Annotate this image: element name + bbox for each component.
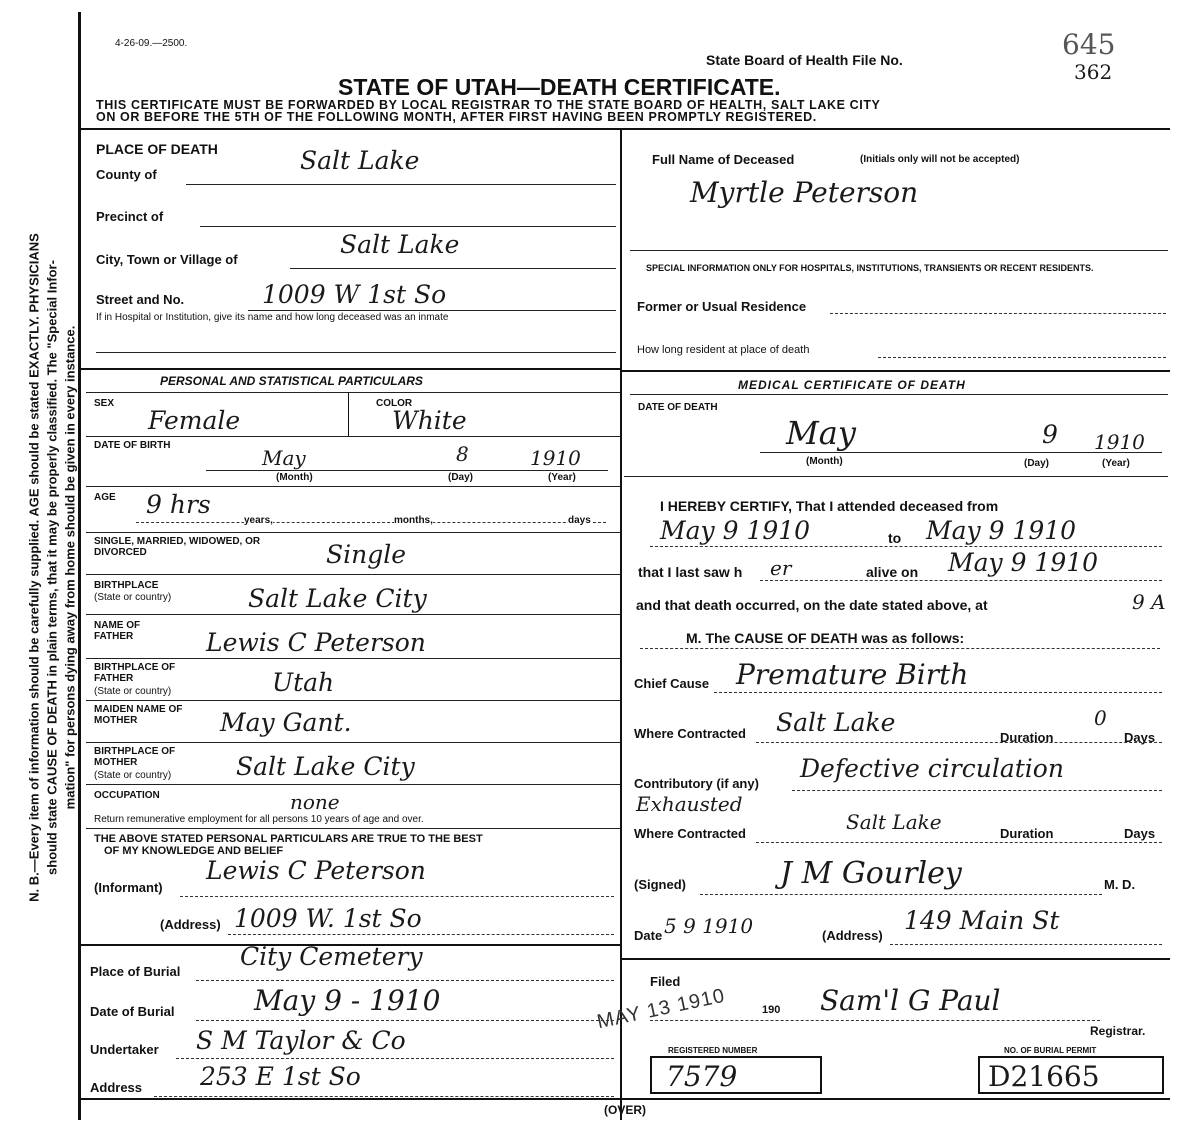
file-no-label: State Board of Health File No. — [706, 52, 903, 68]
death-day[interactable]: 9 — [1042, 420, 1058, 449]
special-info: SPECIAL INFORMATION ONLY FOR HOSPITALS, INSTITUTIONS, TRANSIENTS OR RECENT RESIDENTS. — [646, 263, 1094, 273]
personal-heading: PERSONAL AND STATISTICAL PARTICULARS — [160, 374, 423, 388]
former-residence-label: Former or Usual Residence — [637, 299, 807, 314]
precinct-line — [200, 226, 616, 227]
death-month[interactable]: May — [786, 414, 856, 452]
marital-value[interactable]: Single — [326, 540, 407, 569]
form-code: 4-26-09.—2500. — [115, 38, 188, 49]
marital-rule — [86, 574, 620, 575]
occupation-label: OCCUPATION — [94, 790, 160, 801]
county-line — [186, 184, 616, 185]
city-value[interactable]: Salt Lake — [340, 230, 460, 259]
left-section-rule — [80, 368, 620, 370]
duration-label: Duration — [1000, 730, 1054, 745]
burial-date-label: Date of Burial — [90, 1004, 175, 1019]
mother-bp-value[interactable]: Salt Lake City — [236, 752, 415, 781]
signed-value[interactable]: J M Gourley — [780, 856, 962, 891]
burial-address-label: Address — [90, 1080, 143, 1095]
header-rule — [80, 128, 1170, 130]
mother-rule — [86, 742, 620, 743]
chief-cause-label: Chief Cause — [634, 676, 710, 691]
contributory-line — [792, 790, 1162, 791]
color-label: COLOR — [376, 398, 413, 409]
side-note-line-3: mation" for persons dying away from home should be given in every instance. — [62, 325, 78, 810]
instruction-line-2: ON OR BEFORE THE 5TH OF THE FOLLOWING MONTH, AFTER FIRST HAVING BEEN PROMPTLY REGISTERED. — [96, 110, 817, 124]
undertaker-label: Undertaker — [90, 1042, 159, 1057]
color-value[interactable]: White — [392, 406, 467, 435]
sex-label: SEX — [94, 398, 115, 409]
attest-line-2: OF MY KNOWLEDGE AND BELIEF — [104, 845, 284, 857]
cert-address-line — [890, 944, 1162, 945]
county-value[interactable]: Salt Lake — [300, 146, 420, 175]
contributory-value[interactable]: Defective circulation — [800, 754, 1064, 783]
where-contracted-value[interactable]: Salt Lake — [776, 708, 896, 737]
precinct-label: Precinct of — [96, 209, 164, 224]
burial-date-value[interactable]: May 9 - 1910 — [254, 984, 441, 1017]
age-value[interactable]: 9 hrs — [146, 490, 211, 519]
filed-label: Filed — [650, 974, 681, 989]
registered-number-label: REGISTERED NUMBER — [668, 1046, 758, 1055]
registered-number-box — [650, 1056, 822, 1094]
side-note-line-1: N. B.—Every item of information should be carefully supplied. AGE should be stated EXACTLY. PHYSICIANS — [26, 233, 42, 902]
birthplace-value[interactable]: Salt Lake City — [248, 584, 427, 613]
burial-place-value[interactable]: City Cemetery — [240, 942, 423, 971]
death-month-label: (Month) — [806, 456, 843, 467]
birthplace-sub: (State or country) — [94, 592, 172, 603]
certify-text: I HEREBY CERTIFY, That I attended deceased from — [660, 498, 999, 514]
duration-2-label: Duration — [1000, 826, 1054, 841]
duration-days-label: Days — [1124, 730, 1156, 745]
side-note-line-2: should state CAUSE OF DEATH in plain terms, that it may be properly classified. The "Special Infor- — [44, 260, 60, 875]
center-divider — [620, 130, 622, 1120]
occupation-note: Return remunerative employment for all persons 10 years of age and over. — [94, 814, 424, 825]
instruction-line-1: THIS CERTIFICATE MUST BE FORWARDED BY LOCAL REGISTRAR TO THE STATE BOARD OF HEALTH, SALT LAKE CITY — [96, 98, 881, 112]
contributory-value-2[interactable]: Exhausted — [636, 792, 743, 816]
age-line — [136, 522, 606, 523]
undertaker-line — [176, 1058, 614, 1059]
burial-address-line — [154, 1096, 614, 1097]
age-label: AGE — [94, 492, 116, 503]
occurred-text: and that death occurred, on the date stated above, at — [636, 597, 988, 613]
attended-to[interactable]: May 9 1910 — [926, 516, 1077, 545]
cause-intro-line — [640, 648, 1160, 649]
street-value[interactable]: 1009 W 1st So — [262, 280, 447, 309]
dob-year[interactable]: 1910 — [530, 446, 581, 470]
how-long-line — [878, 357, 1166, 358]
right-section-rule — [622, 370, 1170, 372]
father-value[interactable]: Lewis C Peterson — [206, 628, 426, 657]
marital-label: SINGLE, MARRIED, WIDOWED, OR DIVORCED — [94, 536, 261, 558]
dob-day[interactable]: 8 — [456, 442, 469, 466]
hospital-note: If in Hospital or Institution, give its name and how long deceased was an inmate — [96, 312, 449, 323]
death-year-label: (Year) — [1102, 458, 1130, 469]
death-year[interactable]: 1910 — [1094, 430, 1145, 454]
birthplace-rule — [86, 614, 620, 615]
medical-rule — [630, 394, 1168, 395]
burial-place-label: Place of Burial — [90, 964, 181, 979]
burial-permit-box — [978, 1056, 1164, 1094]
over-label: (OVER) — [604, 1103, 646, 1117]
full-name-label: Full Name of Deceased — [652, 152, 795, 167]
burial-place-line — [196, 980, 614, 981]
years-label: years, — [244, 515, 273, 526]
cert-address-label: (Address) — [822, 928, 883, 943]
mother-bp-label: BIRTHPLACE OF MOTHER — [94, 746, 176, 768]
registrar-signature: Sam'l G Paul — [820, 984, 1001, 1017]
where-contracted-2-label: Where Contracted — [634, 826, 746, 841]
birthplace-label: BIRTHPLACE — [94, 580, 159, 591]
death-day-label: (Day) — [1024, 458, 1050, 469]
mother-bp-sub: (State or country) — [94, 770, 172, 781]
signed-line — [700, 894, 1102, 895]
informant-value[interactable]: Lewis C Peterson — [206, 856, 426, 885]
bottom-rule — [80, 1098, 1170, 1100]
dob-month-label: (Month) — [276, 472, 313, 483]
alive-on-label: alive on — [866, 564, 919, 580]
cert-address-value[interactable]: 149 Main St — [904, 906, 1060, 935]
to-label: to — [888, 530, 902, 546]
burial-date-line — [196, 1020, 614, 1021]
informant-label: (Informant) — [94, 880, 163, 895]
full-name-note: (Initials only will not be accepted) — [860, 154, 1020, 165]
attended-from[interactable]: May 9 1910 — [660, 516, 811, 545]
chief-cause-value[interactable]: Premature Birth — [736, 658, 969, 691]
contributory-label: Contributory (if any) — [634, 776, 759, 791]
file-no-extra: 362 — [1074, 60, 1113, 84]
filing-rule — [622, 958, 1170, 960]
where-contracted-2-value[interactable]: Salt Lake — [846, 810, 942, 834]
informant-address-line — [228, 934, 614, 935]
informant-address-value[interactable]: 1009 W. 1st So — [234, 904, 422, 933]
burial-permit-label: NO. OF BURIAL PERMIT — [1004, 1046, 1097, 1055]
registrar-line — [650, 1020, 1100, 1021]
father-bp-sub: (State or country) — [94, 686, 172, 697]
street-label: Street and No. — [96, 292, 185, 307]
duration-2-days-label: Days — [1124, 826, 1156, 841]
dob-year-label: (Year) — [548, 472, 576, 483]
sex-color-divider — [348, 392, 349, 436]
duration-value[interactable]: 0 — [1094, 706, 1107, 730]
death-time[interactable]: 9 A — [1132, 590, 1166, 614]
side-note — [4, 0, 78, 1128]
dob-label: DATE OF BIRTH — [94, 440, 171, 451]
former-residence-line — [830, 313, 1166, 314]
father-bp-rule — [86, 700, 620, 701]
dob-line — [206, 470, 608, 471]
informant-address-label: (Address) — [160, 917, 221, 932]
cert-date-value[interactable]: 5 9 1910 — [664, 914, 754, 938]
father-bp-label: BIRTHPLACE OF FATHER — [94, 662, 176, 684]
sex-rule — [86, 436, 620, 437]
filed-suffix: 190 — [762, 1004, 781, 1016]
how-long-label: How long resident at place of death — [637, 344, 810, 356]
mother-value[interactable]: May Gant. — [220, 708, 352, 737]
months-label: months, — [394, 515, 433, 526]
where-contracted-label: Where Contracted — [634, 726, 746, 741]
days-label: days — [568, 515, 591, 526]
attended-line — [650, 546, 1162, 547]
dob-month[interactable]: May — [262, 446, 306, 470]
city-label: City, Town or Village of — [96, 252, 238, 267]
alive-on-line — [760, 580, 1162, 581]
father-bp-value[interactable]: Utah — [272, 668, 335, 697]
registrar-label: Registrar. — [1090, 1024, 1146, 1038]
certificate-title: STATE OF UTAH—DEATH CERTIFICATE. — [338, 74, 781, 100]
where-contracted-2-line — [756, 842, 1162, 843]
filed-stamp: MAY 13 1910 — [595, 984, 728, 1034]
last-saw-label: that I last saw h — [638, 564, 743, 580]
father-rule — [86, 658, 620, 659]
hospital-line — [96, 352, 616, 353]
place-of-death-heading: PLACE OF DEATH — [96, 141, 218, 157]
full-name-value[interactable]: Myrtle Peterson — [690, 176, 919, 209]
where-contracted-line — [756, 742, 1162, 743]
undertaker-value[interactable]: S M Taylor & Co — [196, 1026, 406, 1055]
burial-permit-value[interactable]: D21665 — [988, 1060, 1100, 1093]
occupation-rule — [86, 828, 620, 829]
chief-cause-line — [714, 692, 1162, 693]
full-name-line — [630, 250, 1168, 251]
mother-label: MAIDEN NAME OF MOTHER — [94, 704, 183, 726]
cause-intro: M. The CAUSE OF DEATH was as follows: — [686, 630, 965, 646]
last-saw-pronoun[interactable]: er — [770, 556, 792, 580]
medical-heading: MEDICAL CERTIFICATE OF DEATH — [738, 378, 966, 392]
informant-line — [180, 896, 614, 897]
signed-label: (Signed) — [634, 877, 686, 892]
registered-number-value[interactable]: 7579 — [666, 1060, 738, 1093]
alive-on-value[interactable]: May 9 1910 — [948, 548, 1099, 577]
cert-date-label: Date — [634, 928, 663, 943]
dob-day-label: (Day) — [448, 472, 474, 483]
father-label: NAME OF FATHER — [94, 620, 141, 642]
street-line — [248, 310, 616, 311]
burial-address-value[interactable]: 253 E 1st So — [200, 1062, 361, 1091]
personal-rule — [86, 392, 620, 393]
age-rule — [86, 532, 620, 533]
death-date-label: DATE OF DEATH — [638, 402, 718, 413]
mother-bp-rule — [86, 784, 620, 785]
city-line — [290, 268, 616, 269]
file-no-value: 645 — [1062, 28, 1116, 61]
death-date-line — [760, 452, 1162, 453]
attest-line-1: THE ABOVE STATED PERSONAL PARTICULARS ARE TRUE TO THE BEST — [94, 833, 483, 845]
occupation-value[interactable]: none — [290, 790, 340, 814]
dob-rule — [86, 486, 620, 487]
md-label: M. D. — [1104, 877, 1136, 892]
sex-value[interactable]: Female — [148, 406, 241, 435]
county-label: County of — [96, 167, 157, 182]
death-date-rule — [624, 476, 1168, 477]
